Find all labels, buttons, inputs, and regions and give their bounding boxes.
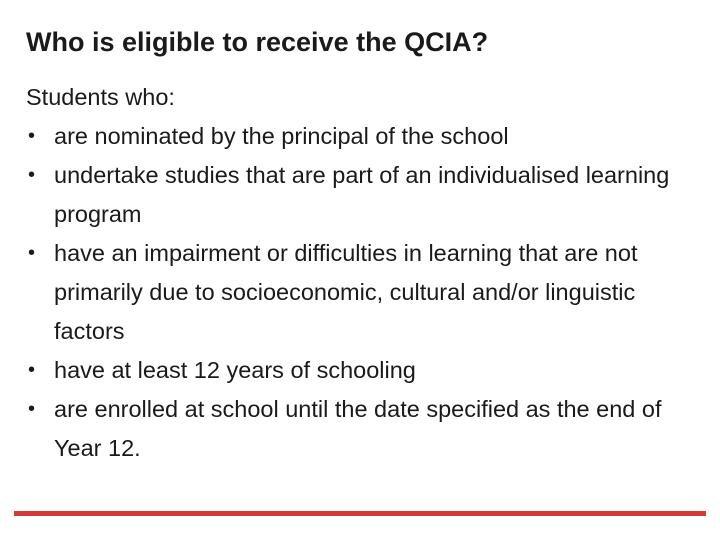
slide-body	[26, 78, 696, 468]
bullet-icon: •	[28, 242, 36, 264]
bullet-icon: •	[28, 398, 36, 420]
list-item	[26, 234, 696, 351]
slide-title: Who is eligible to receive the QCIA?	[26, 27, 489, 57]
bullet-text: are enrolled at school until the date specified as the end of Year 12.	[54, 396, 662, 461]
list-item	[26, 390, 696, 468]
bullet-list	[26, 117, 696, 468]
bullet-text: undertake studies that are part of an individualised learning program	[54, 162, 670, 227]
bullet-icon: •	[28, 164, 36, 186]
bullet-icon: •	[28, 359, 36, 381]
bullet-text: have an impairment or difficulties in learning that are not primarily due to socioeconomic, cultural and/or linguistic factors	[54, 240, 638, 344]
bullet-text: are nominated by the principal of the school	[54, 123, 509, 149]
bullet-icon: •	[28, 125, 36, 147]
list-item	[26, 156, 696, 234]
intro-text: Students who:	[26, 84, 175, 110]
bullet-text: have at least 12 years of schooling	[54, 357, 416, 383]
footer-accent-line	[14, 511, 706, 516]
list-item	[26, 351, 696, 390]
list-item	[26, 117, 696, 156]
